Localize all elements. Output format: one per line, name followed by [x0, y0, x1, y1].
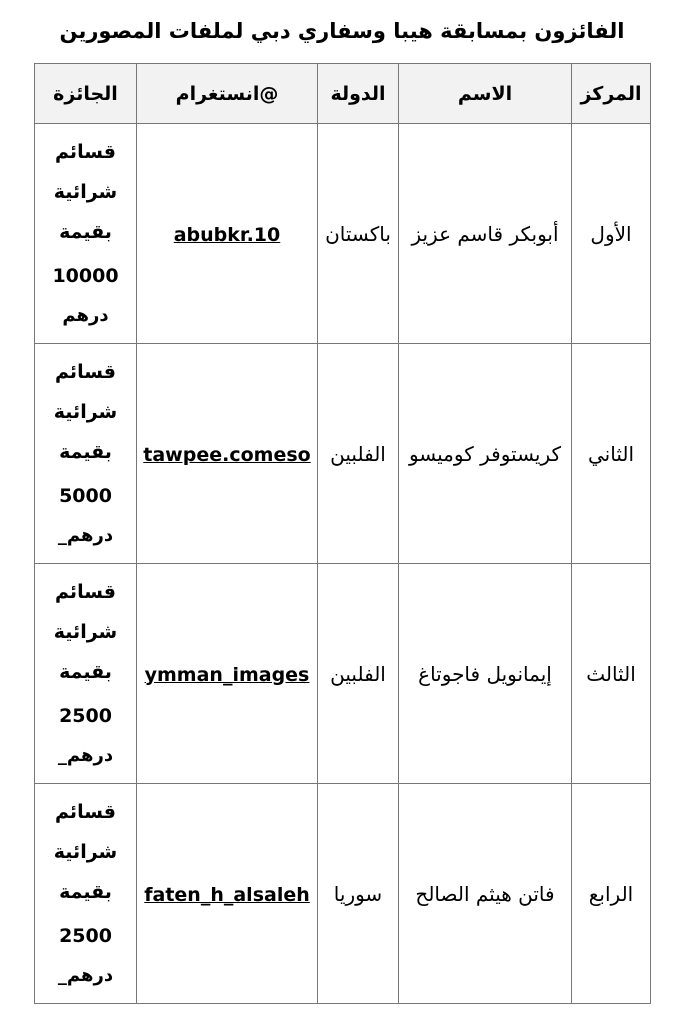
prize-cell [35, 784, 137, 1004]
table-row [35, 564, 651, 784]
prize-amount: 5000 [59, 484, 112, 507]
instagram-cell [137, 124, 318, 344]
country-cell: الفلبين [318, 344, 399, 564]
table-row [35, 784, 651, 1004]
table-row [35, 124, 651, 344]
prize-cell [35, 344, 137, 564]
instagram-link[interactable]: tawpee.comeso [143, 443, 311, 466]
header-country: الدولة [318, 64, 399, 124]
rank-cell: الأول [572, 124, 651, 344]
prize-line: بقيمة [59, 660, 112, 683]
prize-unit: درهم_ [57, 524, 114, 546]
prize-amount: 2500 [59, 704, 112, 727]
header-name: الاسم [399, 64, 572, 124]
instagram-cell [137, 564, 318, 784]
prize-line: قسائم [55, 140, 116, 163]
prize-unit: درهم_ [57, 744, 114, 766]
rank-cell: الثاني [572, 344, 651, 564]
prize-line: قسائم [55, 360, 116, 383]
name-cell: إيمانويل فاجوتاغ [399, 564, 572, 784]
country-cell: باكستان [318, 124, 399, 344]
prize-amount: 10000 [52, 264, 119, 287]
prize-line: بقيمة [59, 220, 112, 243]
header-prize: الجائزة [35, 64, 137, 124]
prize-line: قسائم [55, 800, 116, 823]
prize-amount: 2500 [59, 924, 112, 947]
rank-cell: الرابع [572, 784, 651, 1004]
name-cell: فاتن هيثم الصالح [399, 784, 572, 1004]
table-row [35, 344, 651, 564]
prize-line: قسائم [55, 580, 116, 603]
instagram-cell [137, 344, 318, 564]
table-header-row [35, 64, 651, 124]
prize-line: شرائية [53, 180, 118, 203]
country-cell: سوريا [318, 784, 399, 1004]
prize-line: بقيمة [59, 880, 112, 903]
prize-line: شرائية [53, 840, 118, 863]
header-rank: المركز [572, 64, 651, 124]
instagram-link[interactable]: faten_h_alsaleh [144, 883, 310, 906]
country-cell: الفلبين [318, 564, 399, 784]
header-instagram: @انستغرام [137, 64, 318, 124]
prize-cell [35, 564, 137, 784]
prize-unit: درهم_ [57, 964, 114, 986]
rank-cell: الثالث [572, 564, 651, 784]
prize-unit: درهم [62, 304, 109, 326]
prize-line: شرائية [53, 400, 118, 423]
instagram-link[interactable]: abubkr.10 [173, 223, 281, 246]
name-cell: كريستوفر كوميسو [399, 344, 572, 564]
prize-cell [35, 124, 137, 344]
instagram-link[interactable]: ymman_images [144, 663, 310, 686]
instagram-cell [137, 784, 318, 1004]
prize-line: شرائية [53, 620, 118, 643]
winners-table [34, 63, 651, 1004]
prize-line: بقيمة [59, 440, 112, 463]
page-title: الفائزون بمسابقة هيبا وسفاري دبي لملفات المصورين [59, 19, 625, 43]
name-cell: أبوبكر قاسم عزيز [399, 124, 572, 344]
